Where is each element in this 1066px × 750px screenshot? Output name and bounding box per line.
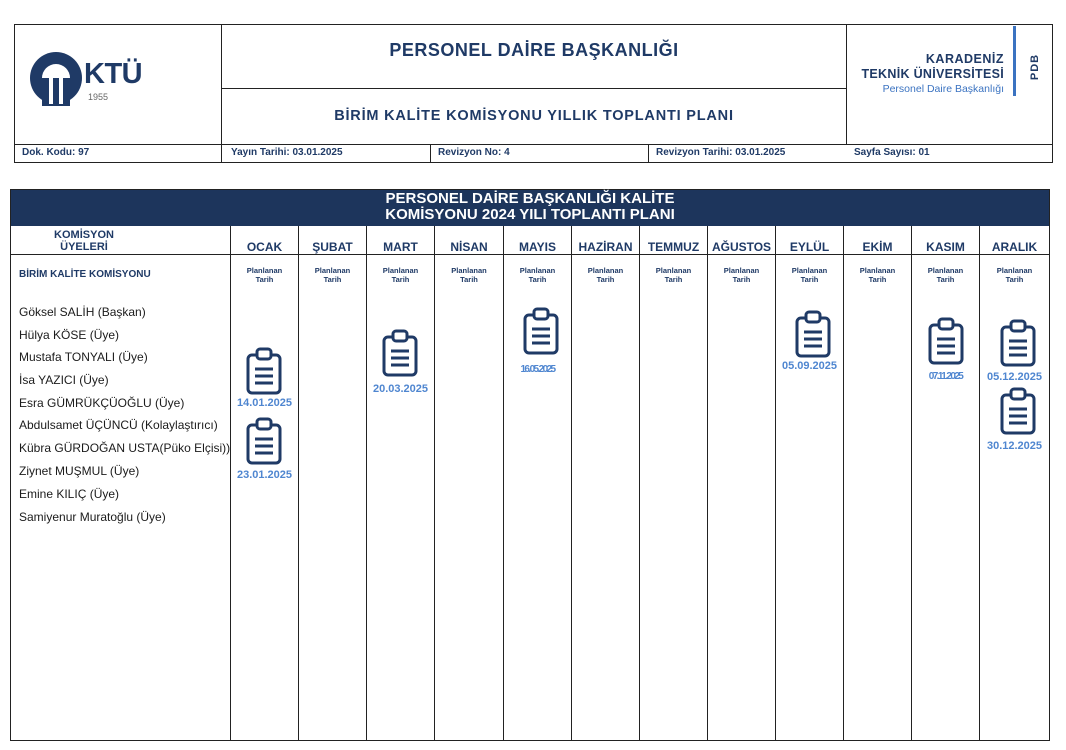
planned-date-label — [299, 266, 366, 284]
meeting-date: 05.12.2025 — [986, 371, 1043, 383]
month-header-aralik: ARALIK — [991, 240, 1038, 254]
column-divider — [366, 226, 367, 741]
member-name: Samiyenur Muratoğlu (Üye) — [19, 510, 166, 524]
planned-line-2: Tarih — [391, 275, 410, 284]
column-divider — [775, 226, 776, 741]
table-header-divider — [11, 254, 1049, 255]
page-subtitle: BİRİM KALİTE KOMİSYONU YILLIK TOPLANTI PLANI — [334, 108, 734, 124]
clipboard-icon — [999, 319, 1037, 367]
planned-line-2: Tarih — [732, 275, 751, 284]
member-name: Abdulsamet ÜÇÜNCÜ (Kolaylaştırıcı) — [19, 418, 218, 432]
member-name: Ziynet MUŞMUL (Üye) — [19, 464, 140, 478]
planned-line-1: Planlanan — [246, 266, 283, 275]
planned-date-label — [572, 266, 639, 284]
planned-line-2: Tarih — [664, 275, 683, 284]
meeting-date: 16.05.2025 — [520, 364, 555, 375]
planned-date-label — [912, 266, 979, 284]
planned-line-2: Tarih — [936, 275, 955, 284]
planned-line-1: Planlanan — [996, 266, 1033, 275]
revision-no: Revizyon No: 4 — [438, 147, 510, 158]
clipboard-icon — [927, 317, 965, 365]
planned-line-1: Planlanan — [314, 266, 351, 275]
planned-date-label — [231, 266, 298, 284]
planned-line-1: Planlanan — [859, 266, 896, 275]
month-header-nisan: NİSAN — [450, 240, 488, 254]
planned-date-label — [640, 266, 707, 284]
planned-line-1: Planlanan — [451, 266, 487, 275]
planned-date-label — [367, 266, 434, 284]
clipboard-icon — [381, 329, 419, 377]
brand-accent-bar — [1013, 26, 1016, 96]
brand-line-1: KARADENİZ — [925, 52, 1004, 66]
month-header-ocak: OCAK — [246, 240, 283, 254]
page-title: PERSONEL DAİRE BAŞKANLIĞI — [389, 40, 679, 60]
brand-line-2: TEKNİK ÜNİVERSİTESİ — [861, 67, 1004, 81]
plan-banner-title — [11, 191, 1049, 223]
meeting-date: 14.01.2025 — [236, 397, 293, 409]
planned-line-1: Planlanan — [791, 266, 828, 275]
column-divider — [911, 226, 912, 741]
planned-line-2: Tarih — [323, 275, 342, 284]
column-divider — [843, 226, 844, 741]
planned-line-1: Planlanan — [723, 266, 760, 275]
member-name: Göksel SALİH (Başkan) — [19, 305, 146, 319]
planned-date-label — [708, 266, 775, 284]
clipboard-icon — [794, 310, 832, 358]
meeting-date: 05.09.2025 — [781, 360, 838, 372]
planned-line-2: Tarih — [528, 275, 547, 284]
members-column-header — [44, 229, 124, 253]
planned-line-2: Tarih — [460, 275, 478, 284]
planned-date-label — [844, 266, 911, 284]
clipboard-icon — [245, 417, 283, 465]
member-name: Mustafa TONYALI (Üye) — [19, 350, 148, 364]
planned-line-1: Planlanan — [655, 266, 692, 275]
meeting-date: 07.11.2025 — [928, 371, 963, 382]
column-divider — [639, 226, 640, 741]
member-name: Kübra GÜRDOĞAN USTA(Püko Elçisi)) — [19, 441, 231, 455]
planned-date-label — [435, 266, 503, 284]
meeting-date: 23.01.2025 — [236, 469, 293, 481]
month-header-temmuz: TEMMUZ — [647, 240, 700, 254]
planned-line-1: Planlanan — [519, 266, 556, 275]
ktu-emblem-icon — [28, 48, 88, 108]
header-divider — [846, 24, 847, 144]
month-header-eylul: EYLÜL — [789, 240, 830, 254]
header-divider — [648, 144, 649, 163]
planned-line-2: Tarih — [596, 275, 615, 284]
header-divider — [221, 88, 846, 89]
clipboard-icon — [522, 307, 560, 355]
clipboard-icon — [245, 347, 283, 395]
page-count: Sayfa Sayısı: 01 — [854, 147, 930, 158]
planned-date-label — [776, 266, 843, 284]
member-name: Esra GÜMRÜKÇÜOĞLU (Üye) — [19, 396, 185, 410]
members-header-line-2: ÜYELERİ — [60, 241, 108, 253]
planned-line-1: Planlanan — [382, 266, 419, 275]
members-header-line-1: KOMİSYON — [54, 229, 114, 241]
meeting-date: 20.03.2025 — [372, 383, 429, 395]
month-header-haziran: HAZİRAN — [578, 240, 633, 254]
logo-text: KTÜ — [84, 58, 143, 90]
column-divider — [707, 226, 708, 741]
revision-date: Revizyon Tarihi: 03.01.2025 — [656, 147, 786, 158]
clipboard-icon — [999, 387, 1037, 435]
month-header-agustos: AĞUSTOS — [711, 240, 772, 254]
month-header-kasim: KASIM — [926, 240, 965, 254]
month-header-subat: ŞUBAT — [312, 240, 353, 254]
planned-line-1: Planlanan — [587, 266, 624, 275]
column-divider — [230, 226, 231, 741]
column-divider — [434, 226, 435, 741]
column-divider — [571, 226, 572, 741]
planned-line-1: Planlanan — [927, 266, 964, 275]
planned-line-2: Tarih — [868, 275, 887, 284]
planned-line-2: Tarih — [1005, 275, 1024, 284]
brand-line-3: Personel Daire Başkanlığı — [882, 83, 1004, 95]
planned-line-2: Tarih — [255, 275, 274, 284]
meeting-date: 30.12.2025 — [986, 440, 1043, 452]
member-name: İsa YAZICI (Üye) — [19, 373, 109, 387]
month-header-mayis: MAYIS — [519, 240, 556, 254]
month-header-ekim: EKİM — [862, 240, 893, 254]
header-divider — [14, 144, 1053, 145]
planned-date-label — [504, 266, 571, 284]
member-name: Emine KILIÇ (Üye) — [19, 487, 120, 501]
brand-pdb: PDB — [1029, 53, 1041, 81]
doc-code: Dok. Kodu: 97 — [22, 147, 90, 158]
member-name: Hülya KÖSE (Üye) — [19, 328, 120, 342]
header-divider — [430, 144, 431, 163]
plan-banner-line-1: PERSONEL DAİRE BAŞKANLIĞI KALİTE — [385, 190, 675, 207]
month-header-mart: MART — [383, 240, 418, 254]
column-divider — [503, 226, 504, 741]
column-divider — [979, 226, 980, 741]
planned-line-2: Tarih — [800, 275, 819, 284]
publish-date: Yayın Tarihi: 03.01.2025 — [231, 147, 343, 158]
planned-date-label — [980, 266, 1049, 284]
plan-banner-line-2: KOMİSYONU 2024 YILI TOPLANTI PLANI — [385, 206, 675, 223]
column-divider — [298, 226, 299, 741]
logo-year: 1955 — [88, 92, 109, 102]
committee-name: BİRİM KALİTE KOMİSYONU — [19, 269, 151, 280]
